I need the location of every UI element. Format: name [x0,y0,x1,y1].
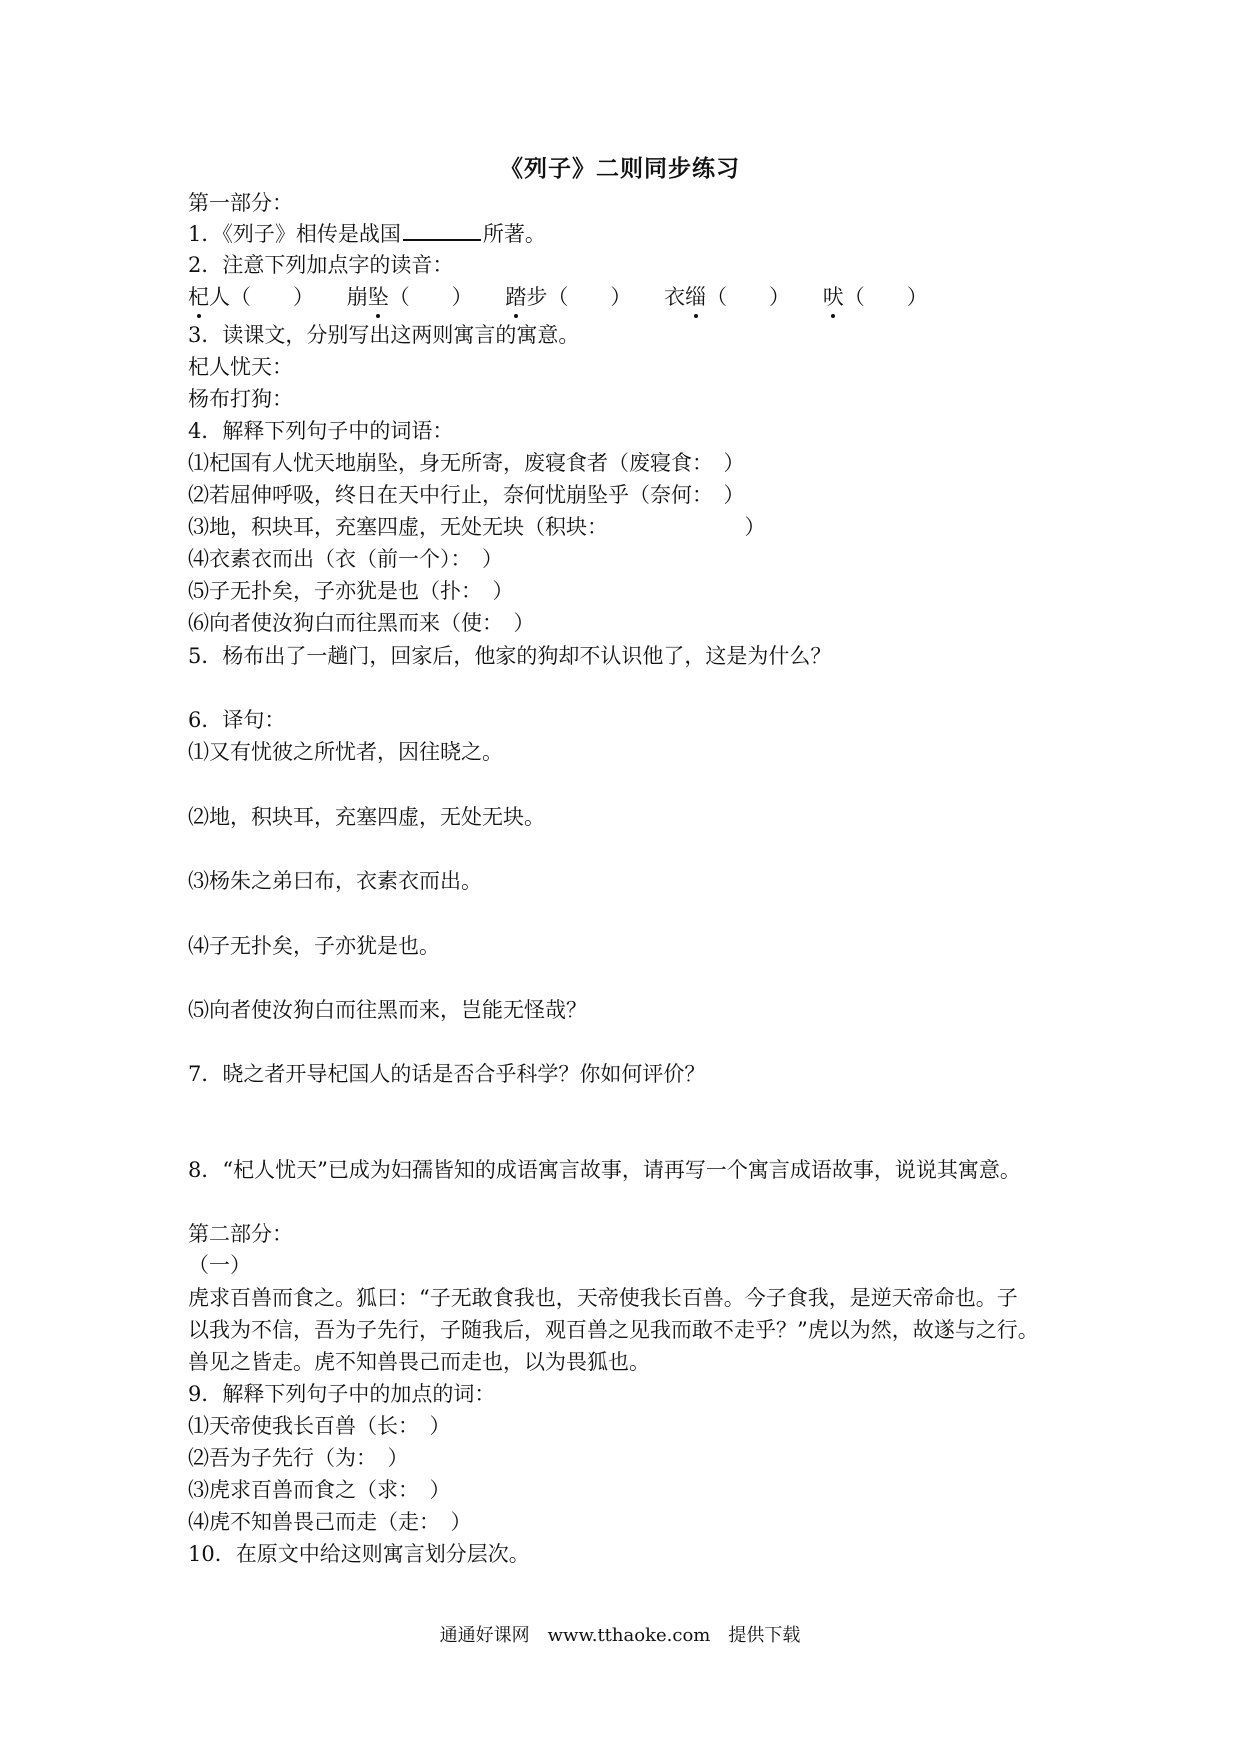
question-2-items [188,282,928,312]
question-3-line-a: 杞人忧天： [188,355,293,379]
question-3-prompt: 3．读课文，分别写出这两则寓言的寓意。 [188,323,580,347]
q9-item: ⑵吾为子先行（为： ） [188,1446,409,1470]
dotted-char: 踏 [505,282,526,312]
q4-item: ⑴杞国有人忧天地崩坠，身无所寄，废寝食者（废寝食： ） [188,451,745,475]
passage-line: 以我为不信，吾为子先行，子随我后，观百兽之见我而敢不走乎？”虎以为然，故遂与之行。 [188,1318,1039,1342]
dotted-char: 坠 [368,282,389,312]
question-10: 10．在原文中给这则寓言划分层次。 [188,1542,530,1566]
fill-blank [403,219,481,241]
part2-heading: 第二部分： [188,1222,293,1246]
question-1 [188,219,546,249]
question-2-prompt: 2．注意下列加点字的读音： [188,253,454,277]
question-9-prompt: 9．解释下列句子中的加点的词： [188,1382,496,1406]
page-footer: 通通好课网 www.tthaoke.com 提供下载 [439,1625,801,1646]
question-4-prompt: 4．解释下列句子中的词语： [188,419,454,443]
q1-text-before: 1．《列子》相传是战国 [188,222,401,246]
q6-item: ⑷子无扑矣，子亦犹是也。 [188,934,440,958]
q9-item: ⑴天帝使我长百兽（长： ） [188,1414,451,1438]
page-title: 《列子》二则同步练习 [500,155,740,182]
part1-heading: 第一部分： [188,191,293,215]
question-6-prompt: 6．译句： [188,708,286,732]
q9-item: ⑶虎求百兽而食之（求： ） [188,1478,451,1502]
pronunciation-item: 崩坠（ ） [347,282,499,312]
q4-item: ⑸子无扑矣，子亦犹是也（扑： ） [188,579,514,603]
pronunciation-item: 踏步（ ） [505,282,657,312]
q4-item: ⑹向者使汝狗白而往黑而来（使： ） [188,611,535,635]
pronunciation-item: 吠（ ） [823,282,928,312]
question-5: 5．杨布出了一趟门，回家后，他家的狗却不认识他了，这是为什么？ [188,644,832,668]
q6-item: ⑸向者使汝狗白而往黑而来，岂能无怪哉？ [188,998,587,1022]
q4-item: ⑶地，积块耳，充塞四虚，无处无块（积块： ） [188,515,766,539]
question-3-line-b: 杨布打狗： [188,387,293,411]
q6-item: ⑶杨朱之弟曰布，衣素衣而出。 [188,869,482,893]
dotted-char: 杞 [188,282,209,312]
section-label: （一） [188,1253,251,1277]
q4-item: ⑷衣素衣而出（衣（前一个）： ） [188,547,503,571]
pronunciation-item: 衣缁（ ） [664,282,816,312]
pronunciation-item: 杞人（ ） [188,282,340,312]
dotted-char: 吠 [823,282,844,312]
q6-item: ⑴又有忧彼之所忧者，因往晓之。 [188,740,503,764]
q4-item: ⑵若屈伸呼吸，终日在天中行止，奈何忧崩坠乎（奈何： ） [188,483,745,507]
q9-item: ⑷虎不知兽畏己而走（走： ） [188,1510,472,1534]
passage-line: 兽见之皆走。虎不知兽畏己而走也，以为畏狐也。 [188,1350,650,1374]
passage-line: 虎求百兽而食之。狐曰：“子无敢食我也，天帝使我长百兽。今子食我，是逆天帝命也。子 [188,1286,1018,1310]
question-7: 7．晓之者开导杞国人的话是否合乎科学？你如何评价？ [188,1062,706,1086]
q1-text-after: 所著。 [482,222,546,246]
dotted-char: 缁 [685,282,706,312]
question-8: 8．“杞人忧天”已成为妇孺皆知的成语寓言故事，请再写一个寓言成语故事，说说其寓意。 [188,1158,1021,1182]
q6-item: ⑵地，积块耳，充塞四虚，无处无块。 [188,805,545,829]
